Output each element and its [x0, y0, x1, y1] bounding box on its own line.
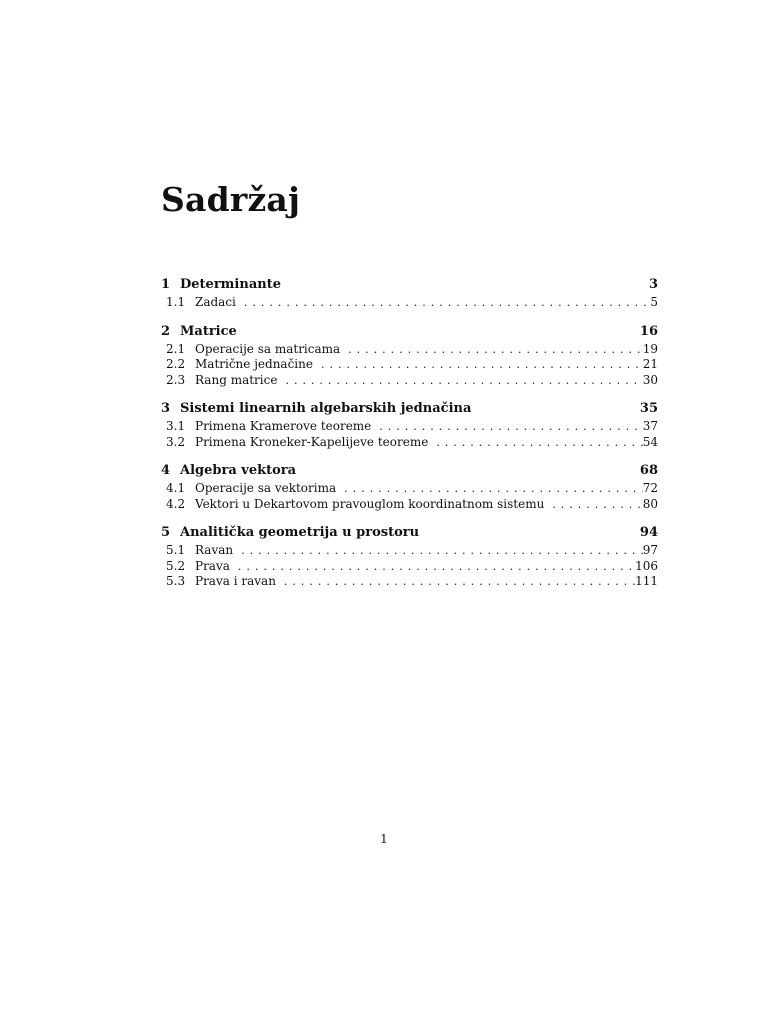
dot-leader: [371, 420, 642, 433]
chapter-page: 68: [639, 463, 658, 478]
section-title: Vektori u Dekartovom pravouglom koordinatnom sistemu: [195, 496, 545, 511]
chapter-title: Algebra vektora: [180, 463, 297, 478]
chapter-number: 2: [161, 323, 171, 339]
chapter-title: Matrice: [180, 323, 237, 339]
table-of-contents: [161, 277, 658, 603]
section-page: 37: [642, 419, 658, 433]
section-number: 3.1: [166, 419, 186, 433]
section-title: Operacije sa vektorima: [195, 481, 337, 495]
chapter-page: 3: [648, 277, 658, 292]
chapter-number: 3: [161, 401, 171, 416]
toc-section-row[interactable]: [161, 357, 658, 373]
section-number: 5.2: [166, 558, 186, 573]
dot-leader: [230, 560, 635, 573]
section-number: 2.2: [166, 357, 186, 371]
toc-section-row[interactable]: [161, 342, 658, 358]
chapter-number: 4: [161, 463, 171, 478]
dot-leader: [428, 436, 642, 449]
chapter-page: 94: [639, 525, 658, 540]
section-title: Prava: [195, 558, 230, 573]
toc-section-row[interactable]: [161, 481, 658, 497]
toc-chapter: [161, 277, 658, 311]
section-page: 111: [635, 574, 658, 588]
section-page: 19: [642, 341, 658, 356]
dot-leader: [233, 544, 643, 557]
section-number: 2.3: [166, 372, 186, 387]
section-page: 30: [642, 372, 658, 387]
toc-section-row[interactable]: [161, 435, 658, 451]
toc-section-row[interactable]: [161, 574, 658, 590]
chapter-title: Sistemi linearnih algebarskih jednačina: [180, 401, 472, 416]
section-number: 5.3: [166, 574, 186, 588]
page-number: 1: [380, 832, 388, 846]
dot-leader: [340, 343, 643, 356]
toc-chapter: [161, 401, 658, 450]
section-page: 80: [642, 496, 658, 511]
section-number: 4.1: [166, 481, 186, 495]
section-page: 72: [642, 481, 658, 495]
dot-leader: [236, 296, 650, 309]
dot-leader: [276, 575, 635, 588]
toc-section-row[interactable]: [161, 373, 658, 389]
section-title: Matrične jednačine: [195, 357, 313, 371]
chapter-title: Determinante: [180, 277, 281, 292]
chapter-number: 5: [161, 525, 171, 540]
section-number: 4.2: [166, 496, 186, 511]
dot-leader: [336, 482, 643, 495]
section-title: Zadaci: [195, 295, 236, 309]
section-page: 97: [642, 543, 658, 557]
toc-section-row[interactable]: [161, 559, 658, 575]
toc-section-row[interactable]: [161, 543, 658, 559]
toc-chapter: [161, 324, 658, 389]
toc-section-row[interactable]: [161, 419, 658, 435]
section-title: Operacije sa matricama: [195, 341, 341, 356]
dot-leader: [313, 358, 643, 371]
toc-section-row[interactable]: [161, 497, 658, 513]
section-title: Ravan: [195, 543, 234, 557]
toc-chapter: [161, 525, 658, 590]
section-title: Primena Kramerove teoreme: [195, 419, 372, 433]
section-title: Rang matrice: [195, 372, 278, 387]
chapter-page: 35: [639, 401, 658, 416]
section-number: 5.1: [166, 543, 186, 557]
section-page: 5: [650, 295, 658, 309]
toc-chapter-row[interactable]: [161, 324, 658, 342]
section-number: 3.2: [166, 434, 186, 449]
toc-chapter: [161, 463, 658, 512]
section-number: 2.1: [166, 341, 186, 356]
dot-leader: [277, 374, 642, 387]
chapter-page: 16: [639, 323, 658, 339]
chapter-number: 1: [161, 277, 171, 292]
chapter-title: Analitička geometrija u prostoru: [180, 525, 420, 540]
section-title: Primena Kroneker-Kapelijeve teoreme: [195, 434, 429, 449]
page-title: Sadržaj: [161, 180, 301, 219]
toc-chapter-row[interactable]: [161, 463, 658, 481]
toc-chapter-row[interactable]: [161, 401, 658, 419]
dot-leader: [544, 498, 642, 511]
section-title: Prava i ravan: [195, 574, 276, 588]
toc-section-row[interactable]: [161, 295, 658, 311]
section-page: 106: [635, 558, 658, 573]
toc-chapter-row[interactable]: [161, 525, 658, 543]
toc-chapter-row[interactable]: [161, 277, 658, 295]
section-page: 21: [642, 357, 658, 371]
section-page: 54: [642, 434, 658, 449]
section-number: 1.1: [166, 295, 186, 309]
